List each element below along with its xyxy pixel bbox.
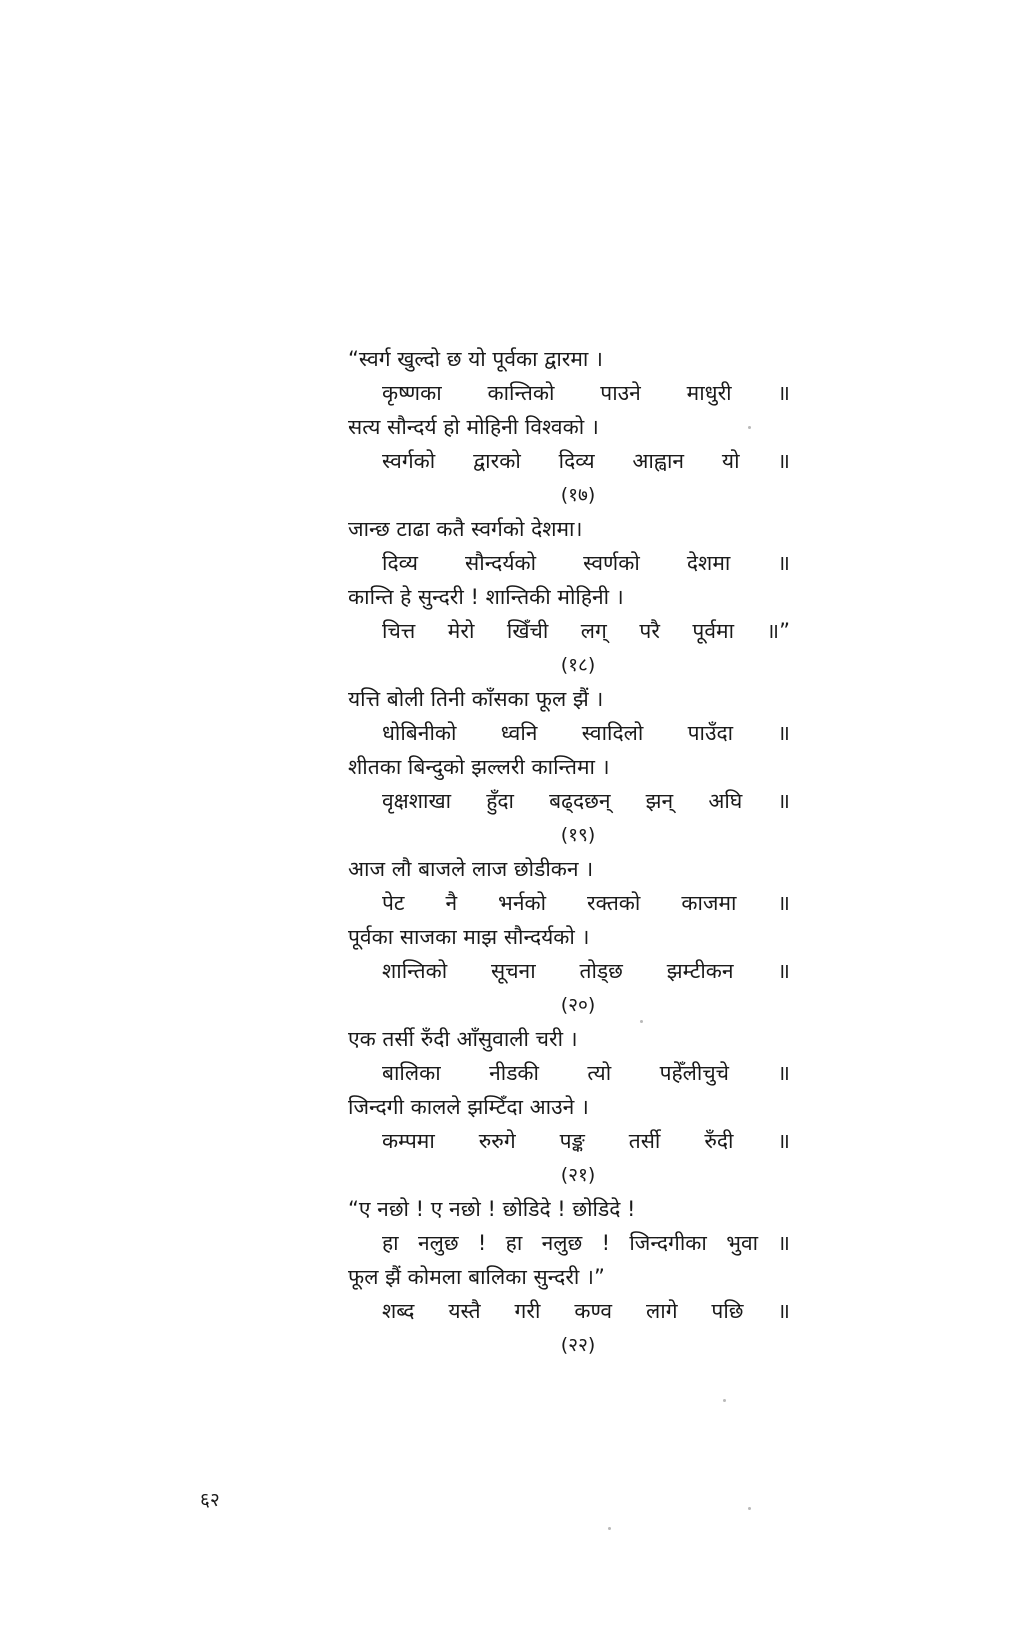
verse-line: पेट नै भर्नको रक्तको काजमा ॥ <box>382 891 790 915</box>
stanza-19 <box>348 682 808 852</box>
verse-line: हा नलुछ ! हा नलुछ ! जिन्दगीका भुवा ॥ <box>382 1231 790 1255</box>
verse-line: “स्वर्ग खुल्दो छ यो पूर्वका द्वारमा । <box>348 347 603 371</box>
verse-line: शीतका बिन्दुको झल्लरी कान्तिमा । <box>348 755 610 779</box>
verse-line: कृष्णका कान्तिको पाउने माधुरी ॥ <box>382 381 790 405</box>
stanza-21 <box>348 1022 808 1192</box>
verse-line: वृक्षशाखा हुँदा बढ्दछन् झन् अघि ॥ <box>382 789 790 813</box>
stanza-22 <box>348 1192 808 1362</box>
verse-line: कम्पमा रुरुगे पङ्क तर्सी रुँदी ॥ <box>382 1129 790 1153</box>
stanza-number: (१७) <box>560 484 596 506</box>
scan-speck <box>640 1020 643 1023</box>
verse-line: एक तर्सी रुँदी आँसुवाली चरी । <box>348 1027 578 1051</box>
stanza-number: (२१) <box>560 1164 596 1186</box>
stanza-number: (१८) <box>560 654 596 676</box>
scan-speck <box>748 1507 751 1510</box>
verse-line: पूर्वका साजका माझ सौन्दर्यको । <box>348 925 590 949</box>
verse-line: शान्तिको सूचना तोड्छ झम्टीकन ॥ <box>382 959 790 983</box>
scan-speck <box>723 1399 726 1402</box>
stanza-18 <box>348 512 808 682</box>
scan-speck <box>748 426 751 429</box>
verse-line: जान्छ टाढा कतै स्वर्गको देशमा। <box>348 517 583 541</box>
verse-line: शब्द यस्तै गरी कण्व लागे पछि ॥ <box>382 1299 790 1323</box>
verse-line: चित्त मेरो खिँची लग् परै पूर्वमा ॥” <box>382 619 790 643</box>
stanza-17 <box>348 342 808 512</box>
verse-line: बालिका नीडकी त्यो पहेँलीचुचे ॥ <box>382 1061 790 1085</box>
verse-line: कान्ति हे सुन्दरी ! शान्तिकी मोहिनी । <box>348 585 624 609</box>
verse-line: आज लौ बाजले लाज छोडीकन । <box>348 857 594 881</box>
stanza-number: (२०) <box>560 994 596 1016</box>
verse-line: धोबिनीको ध्वनि स्वादिलो पाउँदा ॥ <box>382 721 790 745</box>
scan-speck <box>608 1527 611 1530</box>
verse-line: फूल झैं कोमला बालिका सुन्दरी ।” <box>348 1265 605 1289</box>
stanza-number: (१९) <box>560 824 596 846</box>
verse-line: “ए नछो ! ए नछो ! छोडिदे ! छोडिदे ! <box>348 1197 636 1221</box>
verse-line: दिव्य सौन्दर्यको स्वर्णको देशमा ॥ <box>382 551 790 575</box>
stanza-number: (२२) <box>560 1334 596 1356</box>
verse-line: सत्य सौन्दर्य हो मोहिनी विश्वको । <box>348 415 599 439</box>
verse-line: स्वर्गको द्वारको दिव्य आह्वान यो ॥ <box>382 449 790 473</box>
verse-line: यत्ति बोली तिनी काँसका फूल झैं । <box>348 687 604 711</box>
verse-line: जिन्दगी कालले झम्टिँदा आउने । <box>348 1095 589 1119</box>
poem-body <box>348 342 808 1362</box>
stanza-20 <box>348 852 808 1022</box>
page-number: ६२ <box>200 1489 220 1511</box>
